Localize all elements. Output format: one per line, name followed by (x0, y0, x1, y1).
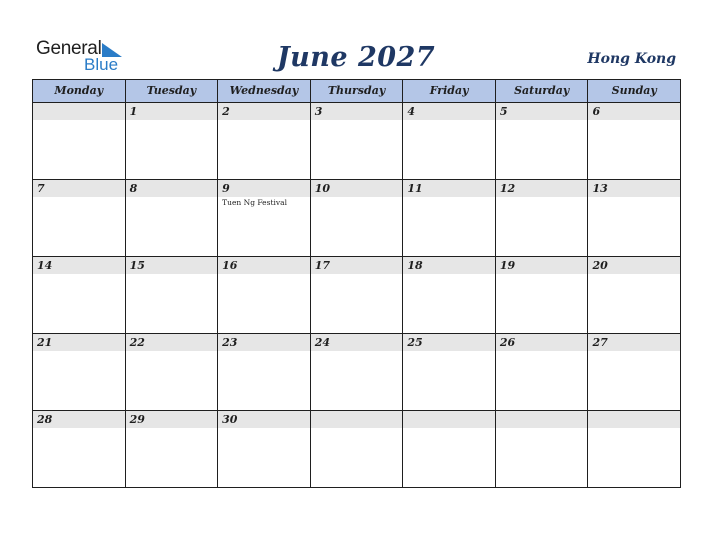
weekday-header: Sunday (588, 80, 681, 103)
day-number: 14 (37, 259, 53, 272)
day-cell (496, 257, 589, 334)
day-cell (311, 411, 404, 488)
day-cell (126, 411, 219, 488)
day-cell (311, 334, 404, 411)
day-number: 17 (314, 259, 331, 272)
day-cell (33, 257, 126, 334)
day-number: 11 (407, 182, 423, 195)
day-number: 27 (592, 336, 608, 349)
day-cell (33, 103, 126, 180)
day-cell (33, 411, 126, 488)
day-cell (588, 180, 681, 257)
day-cell (218, 103, 311, 180)
day-number: 4 (407, 105, 415, 118)
day-number: 13 (592, 182, 608, 195)
day-cell (403, 180, 496, 257)
day-cell (496, 103, 589, 180)
day-number: 8 (129, 182, 138, 195)
day-cell (218, 257, 311, 334)
day-number: 10 (314, 182, 331, 195)
date-strip (311, 411, 403, 428)
day-cell (311, 257, 404, 334)
day-number: 18 (407, 259, 423, 272)
day-cell (496, 180, 589, 257)
weekday-header: Friday (403, 80, 496, 103)
date-strip (496, 103, 588, 120)
day-cell (126, 334, 219, 411)
day-cell (588, 411, 681, 488)
date-strip (496, 411, 588, 428)
logo-text-blue: Blue (84, 55, 119, 74)
day-number: 9 (222, 182, 230, 195)
day-cell (311, 103, 404, 180)
day-cell (126, 180, 219, 257)
date-strip (403, 103, 495, 120)
week-row (33, 103, 681, 180)
day-number: 2 (222, 105, 230, 118)
day-cell (403, 257, 496, 334)
day-number: 5 (499, 105, 508, 118)
day-number: 29 (129, 413, 145, 426)
date-strip (403, 411, 495, 428)
day-cell (311, 180, 404, 257)
weekday-header: Wednesday (218, 80, 311, 103)
day-cell (588, 257, 681, 334)
day-cell (33, 180, 126, 257)
day-number: 23 (222, 336, 238, 349)
weekday-header-row (33, 80, 681, 103)
weekday-header: Thursday (311, 80, 404, 103)
day-cell (588, 334, 681, 411)
day-cell (218, 411, 311, 488)
day-number: 3 (314, 105, 323, 118)
day-cell (126, 103, 219, 180)
day-cell (403, 334, 496, 411)
week-row (33, 334, 681, 411)
day-number: 30 (222, 413, 238, 426)
day-cell (126, 257, 219, 334)
day-cell (403, 103, 496, 180)
day-number: 24 (314, 336, 331, 349)
weekday-header: Tuesday (126, 80, 219, 103)
holiday-label: Tuen Ng Festival (222, 198, 287, 207)
date-strip (218, 180, 310, 197)
calendar-title: June 2027 (276, 42, 436, 73)
day-cell (33, 334, 126, 411)
date-strip (588, 411, 680, 428)
day-cell (496, 411, 589, 488)
day-number: 15 (129, 259, 145, 272)
day-number: 1 (129, 105, 138, 118)
week-row (33, 180, 681, 257)
region-label: Hong Kong (587, 51, 676, 67)
day-number: 6 (592, 105, 601, 118)
week-row (33, 411, 681, 488)
day-number: 25 (407, 336, 423, 349)
calendar-grid (32, 79, 681, 488)
weekday-header: Monday (33, 80, 126, 103)
day-number: 12 (499, 182, 516, 195)
day-number: 22 (129, 336, 145, 349)
day-number: 21 (37, 336, 53, 349)
day-cell (588, 103, 681, 180)
day-number: 20 (592, 259, 608, 272)
day-number: 26 (499, 336, 516, 349)
date-strip (588, 103, 680, 120)
day-cell (496, 334, 589, 411)
day-cell (218, 334, 311, 411)
date-strip (33, 180, 125, 197)
date-strip (126, 180, 218, 197)
week-row (33, 257, 681, 334)
date-strip (126, 103, 218, 120)
logo-text-general: General (36, 38, 102, 59)
date-strip (218, 103, 310, 120)
day-number: 16 (222, 259, 238, 272)
day-number: 7 (37, 182, 45, 195)
day-cell (218, 180, 311, 257)
day-number: 19 (499, 259, 516, 272)
date-strip (33, 103, 125, 120)
day-cell (403, 411, 496, 488)
day-number: 28 (37, 413, 53, 426)
date-strip (311, 103, 403, 120)
weekday-header: Saturday (496, 80, 589, 103)
